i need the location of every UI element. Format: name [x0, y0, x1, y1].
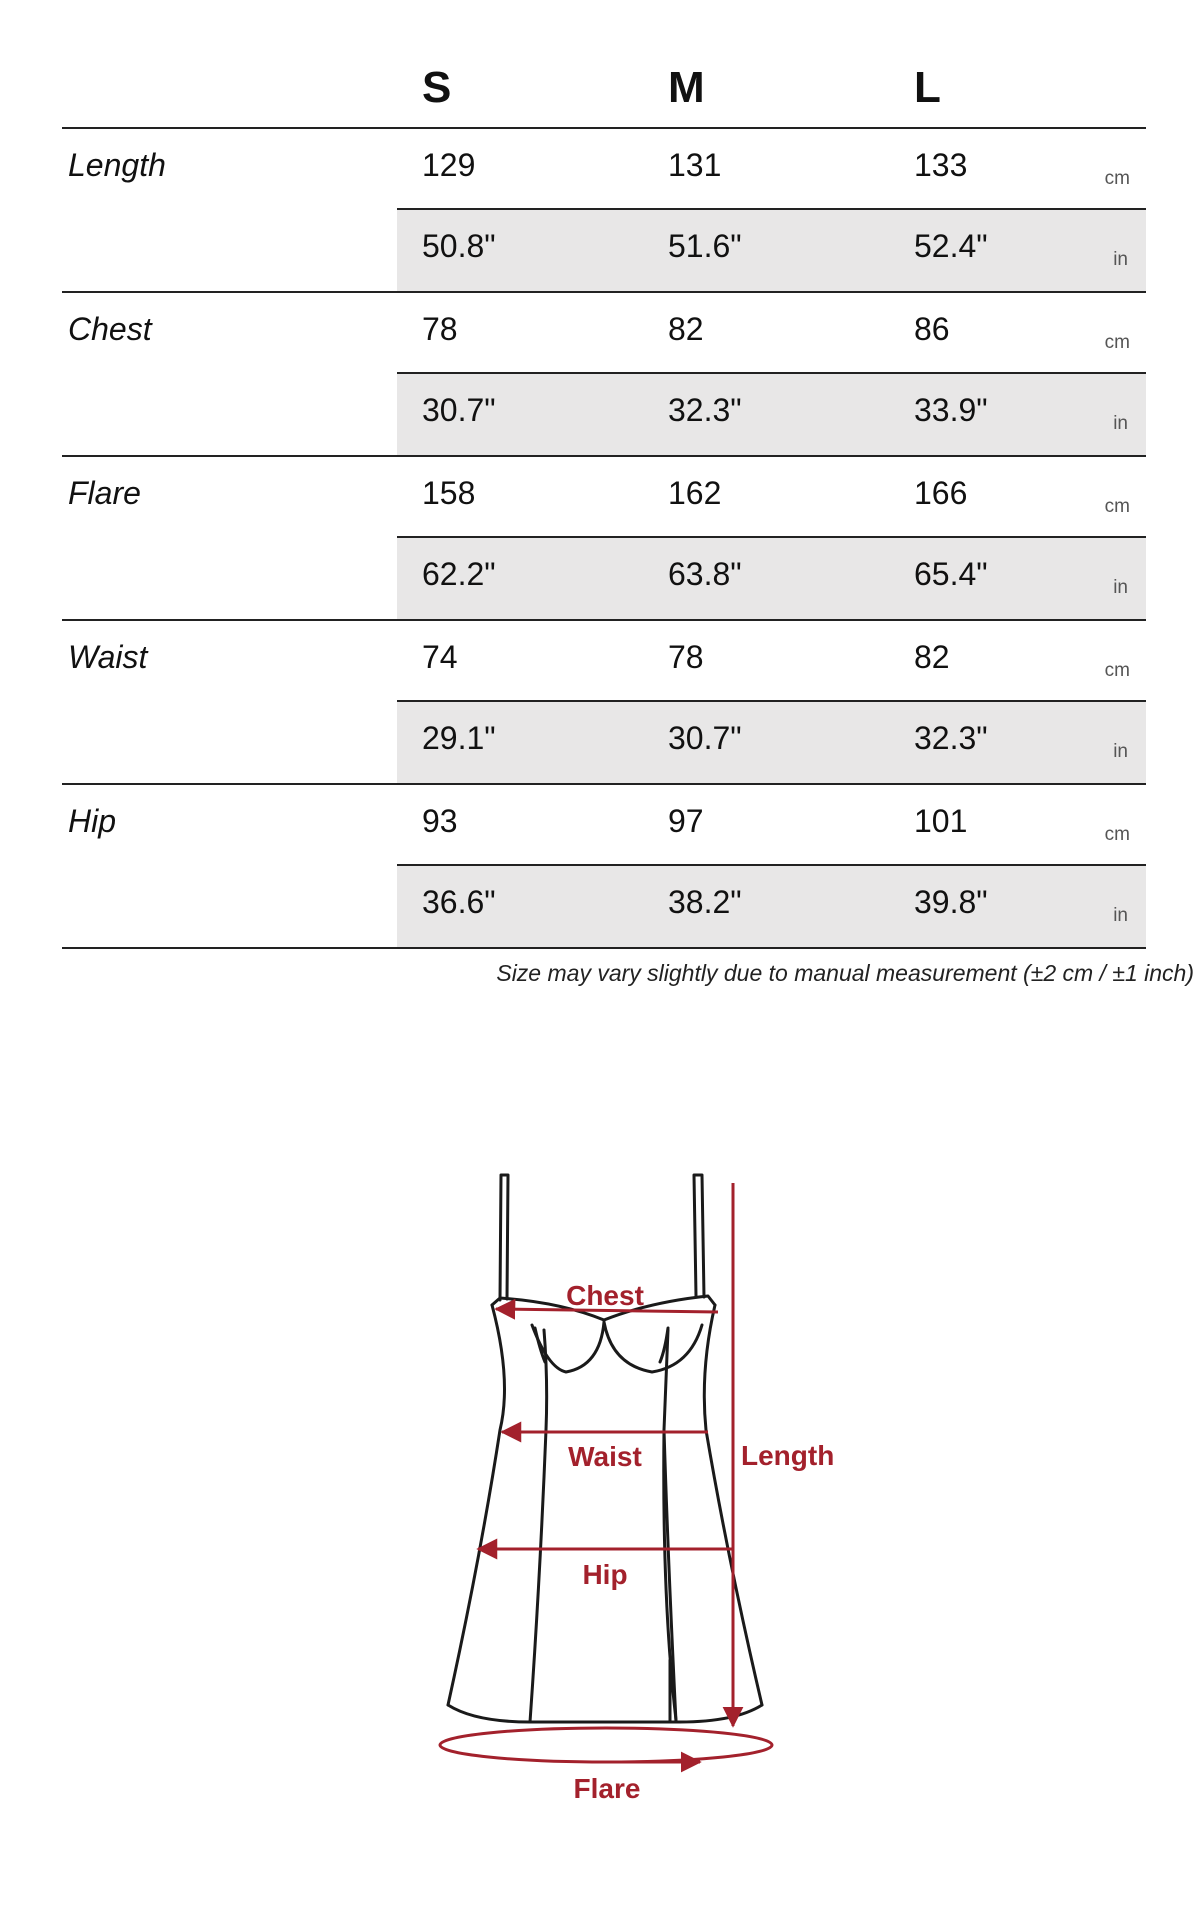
inch-value: 29.1": [422, 720, 496, 756]
chest-label: Chest: [566, 1280, 644, 1311]
left-side-seam: [448, 1305, 505, 1705]
cm-value: 86: [914, 311, 950, 347]
unit-label: cm: [1104, 332, 1130, 353]
cm-value: 93: [422, 803, 458, 839]
unit-label: in: [1113, 249, 1128, 270]
cm-value: 78: [668, 639, 704, 675]
measure-label: Chest: [68, 311, 152, 347]
measurement-note: Size may vary slightly due to manual measurement (±2 cm / ±1 inch): [496, 960, 1194, 986]
inch-value: 30.7": [422, 392, 496, 428]
hem: [448, 1705, 762, 1722]
cm-value: 162: [668, 475, 722, 511]
measure-label: Flare: [68, 475, 141, 511]
cm-value: 78: [422, 311, 458, 347]
inch-value: 50.8": [422, 228, 496, 264]
unit-label: cm: [1104, 168, 1130, 189]
flare-label: Flare: [573, 1773, 641, 1804]
size-l-header: L: [914, 63, 941, 112]
length-label: Length: [741, 1440, 835, 1471]
measure-label: Length: [68, 147, 166, 183]
flare-ellipse: [440, 1728, 772, 1762]
inch-value: 63.8": [668, 556, 742, 592]
cm-value: 82: [914, 639, 950, 675]
cm-value: 133: [914, 147, 968, 183]
unit-label: in: [1113, 905, 1128, 926]
cm-value: 129: [422, 147, 476, 183]
cm-value: 131: [668, 147, 722, 183]
inch-value: 38.2": [668, 884, 742, 920]
unit-label: in: [1113, 577, 1128, 598]
cm-value: 158: [422, 475, 476, 511]
unit-label: cm: [1104, 824, 1130, 845]
cm-value: 82: [668, 311, 704, 347]
unit-label: in: [1113, 741, 1128, 762]
measurement-guides: [440, 1183, 772, 1762]
unit-label: in: [1113, 413, 1128, 434]
inch-value: 62.2": [422, 556, 496, 592]
unit-label: cm: [1104, 660, 1130, 681]
inch-value: 51.6": [668, 228, 742, 264]
inch-value: 30.7": [668, 720, 742, 756]
inch-value: 36.6": [422, 884, 496, 920]
inch-value: 52.4": [914, 228, 988, 264]
inch-value: 65.4": [914, 556, 988, 592]
unit-label: cm: [1104, 496, 1130, 517]
inch-value: 32.3": [668, 392, 742, 428]
size-m-header: M: [668, 63, 705, 112]
cm-value: 74: [422, 639, 458, 675]
cm-value: 97: [668, 803, 704, 839]
left-princess-seam: [530, 1330, 547, 1722]
right-cup: [604, 1322, 702, 1372]
cm-value: 101: [914, 803, 968, 839]
hip-label: Hip: [582, 1559, 628, 1590]
measure-label: Hip: [68, 803, 117, 839]
inch-value: 39.8": [914, 884, 988, 920]
waist-label: Waist: [568, 1441, 642, 1472]
size-s-header: S: [422, 63, 452, 112]
inch-value: 33.9": [914, 392, 988, 428]
measure-label: Waist: [68, 639, 148, 675]
right-strap: [694, 1175, 704, 1297]
inch-value: 32.3": [914, 720, 988, 756]
cm-value: 166: [914, 475, 968, 511]
left-strap: [500, 1175, 508, 1300]
